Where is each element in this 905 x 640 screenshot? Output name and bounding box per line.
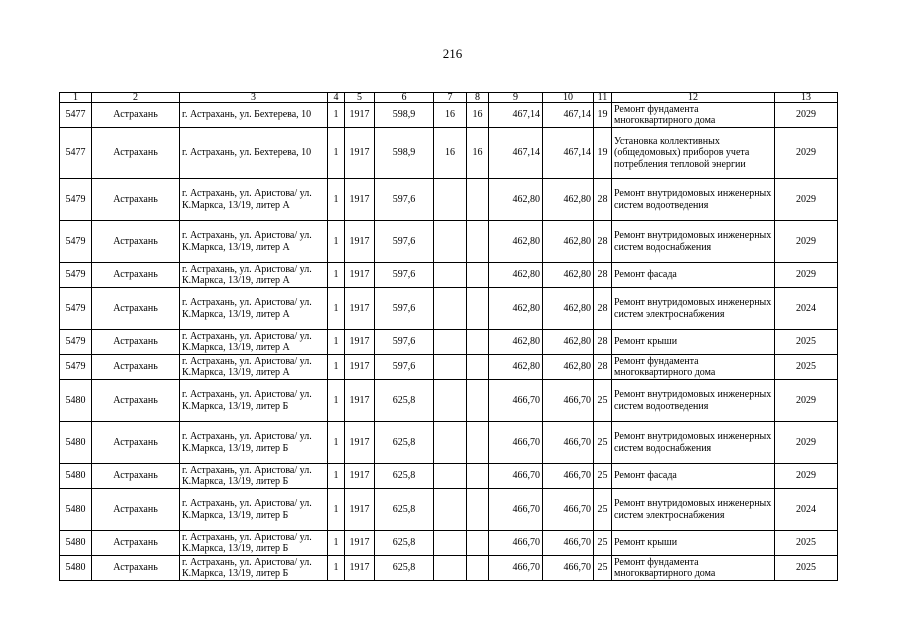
value-cell bbox=[467, 464, 489, 489]
year-cell: 1917 bbox=[345, 464, 375, 489]
cost-cell: 467,14 bbox=[489, 103, 543, 128]
table-row bbox=[60, 103, 838, 128]
value-cell bbox=[467, 179, 489, 221]
cost-cell: 462,80 bbox=[543, 288, 594, 330]
value-cell: 25 bbox=[594, 422, 612, 464]
cost-cell: 466,70 bbox=[543, 489, 594, 531]
city-cell: Астрахань bbox=[92, 355, 180, 380]
cost-cell: 462,80 bbox=[543, 263, 594, 288]
column-header: 11 bbox=[594, 93, 612, 103]
work-type-cell: Ремонт внутридомовых инженерных систем водоснабжения bbox=[612, 221, 775, 263]
city-cell: Астрахань bbox=[92, 288, 180, 330]
value-cell bbox=[434, 380, 467, 422]
area-cell: 597,6 bbox=[375, 330, 434, 355]
area-cell: 625,8 bbox=[375, 556, 434, 581]
value-cell: 16 bbox=[467, 103, 489, 128]
cost-cell: 466,70 bbox=[489, 531, 543, 556]
value-cell bbox=[467, 556, 489, 581]
year-cell: 1917 bbox=[345, 330, 375, 355]
page-number: 216 bbox=[442, 46, 463, 61]
cost-cell: 467,14 bbox=[489, 128, 543, 179]
address-cell: г. Астрахань, ул. Бехтерева, 10 bbox=[180, 103, 328, 128]
work-type-cell: Ремонт фундамента многоквартирного дома bbox=[612, 556, 775, 581]
value-cell bbox=[467, 355, 489, 380]
area-cell: 598,9 bbox=[375, 128, 434, 179]
city-cell: Астрахань bbox=[92, 179, 180, 221]
value-cell: 19 bbox=[594, 128, 612, 179]
plan-year-cell: 2029 bbox=[775, 263, 838, 288]
table-row bbox=[60, 531, 838, 556]
value-cell: 28 bbox=[594, 263, 612, 288]
plan-year-cell: 2029 bbox=[775, 422, 838, 464]
cost-cell: 467,14 bbox=[543, 128, 594, 179]
count-cell: 1 bbox=[328, 464, 345, 489]
city-cell: Астрахань bbox=[92, 464, 180, 489]
record-number-cell: 5480 bbox=[60, 556, 92, 581]
address-cell: г. Астрахань, ул. Аристова/ ул. К.Маркса, 13/19, литер А bbox=[180, 221, 328, 263]
cost-cell: 462,80 bbox=[543, 179, 594, 221]
city-cell: Астрахань bbox=[92, 128, 180, 179]
plan-year-cell: 2025 bbox=[775, 556, 838, 581]
plan-year-cell: 2025 bbox=[775, 355, 838, 380]
area-cell: 597,6 bbox=[375, 179, 434, 221]
count-cell: 1 bbox=[328, 422, 345, 464]
plan-year-cell: 2029 bbox=[775, 179, 838, 221]
value-cell bbox=[467, 531, 489, 556]
value-cell: 19 bbox=[594, 103, 612, 128]
record-number-cell: 5479 bbox=[60, 179, 92, 221]
year-cell: 1917 bbox=[345, 489, 375, 531]
count-cell: 1 bbox=[328, 489, 345, 531]
record-number-cell: 5479 bbox=[60, 330, 92, 355]
value-cell: 28 bbox=[594, 330, 612, 355]
value-cell: 25 bbox=[594, 464, 612, 489]
city-cell: Астрахань bbox=[92, 489, 180, 531]
count-cell: 1 bbox=[328, 103, 345, 128]
value-cell: 28 bbox=[594, 221, 612, 263]
value-cell bbox=[434, 422, 467, 464]
address-cell: г. Астрахань, ул. Аристова/ ул. К.Маркса, 13/19, литер А bbox=[180, 263, 328, 288]
column-header: 10 bbox=[543, 93, 594, 103]
value-cell: 28 bbox=[594, 355, 612, 380]
work-type-cell: Ремонт крыши bbox=[612, 531, 775, 556]
cost-cell: 466,70 bbox=[543, 464, 594, 489]
area-cell: 625,8 bbox=[375, 422, 434, 464]
city-cell: Астрахань bbox=[92, 263, 180, 288]
area-cell: 625,8 bbox=[375, 380, 434, 422]
value-cell: 28 bbox=[594, 179, 612, 221]
value-cell bbox=[434, 489, 467, 531]
column-header: 7 bbox=[434, 93, 467, 103]
cost-cell: 466,70 bbox=[489, 489, 543, 531]
column-header: 12 bbox=[612, 93, 775, 103]
address-cell: г. Астрахань, ул. Аристова/ ул. К.Маркса, 13/19, литер Б bbox=[180, 422, 328, 464]
work-type-cell: Ремонт фундамента многоквартирного дома bbox=[612, 103, 775, 128]
value-cell bbox=[434, 179, 467, 221]
table-row bbox=[60, 263, 838, 288]
value-cell bbox=[467, 422, 489, 464]
address-cell: г. Астрахань, ул. Аристова/ ул. К.Маркса, 13/19, литер Б bbox=[180, 556, 328, 581]
record-number-cell: 5480 bbox=[60, 422, 92, 464]
table-row bbox=[60, 489, 838, 531]
table-row bbox=[60, 221, 838, 263]
value-cell: 16 bbox=[467, 128, 489, 179]
cost-cell: 466,70 bbox=[489, 380, 543, 422]
value-cell bbox=[467, 221, 489, 263]
value-cell: 25 bbox=[594, 556, 612, 581]
year-cell: 1917 bbox=[345, 380, 375, 422]
count-cell: 1 bbox=[328, 380, 345, 422]
work-type-cell: Ремонт крыши bbox=[612, 330, 775, 355]
address-cell: г. Астрахань, ул. Аристова/ ул. К.Маркса, 13/19, литер А bbox=[180, 288, 328, 330]
cost-cell: 462,80 bbox=[543, 221, 594, 263]
city-cell: Астрахань bbox=[92, 422, 180, 464]
value-cell: 16 bbox=[434, 128, 467, 179]
column-header: 9 bbox=[489, 93, 543, 103]
plan-year-cell: 2025 bbox=[775, 531, 838, 556]
work-type-cell: Ремонт внутридомовых инженерных систем электроснабжения bbox=[612, 489, 775, 531]
city-cell: Астрахань bbox=[92, 221, 180, 263]
work-type-cell: Установка коллективных (общедомовых) приборов учета потребления тепловой энергии bbox=[612, 128, 775, 179]
area-cell: 597,6 bbox=[375, 263, 434, 288]
cost-cell: 462,80 bbox=[543, 330, 594, 355]
address-cell: г. Астрахань, ул. Аристова/ ул. К.Маркса, 13/19, литер А bbox=[180, 330, 328, 355]
value-cell bbox=[467, 489, 489, 531]
work-type-cell: Ремонт внутридомовых инженерных систем водоотведения bbox=[612, 179, 775, 221]
value-cell bbox=[467, 380, 489, 422]
value-cell: 25 bbox=[594, 489, 612, 531]
record-number-cell: 5479 bbox=[60, 221, 92, 263]
value-cell: 25 bbox=[594, 380, 612, 422]
area-cell: 625,8 bbox=[375, 464, 434, 489]
plan-year-cell: 2029 bbox=[775, 464, 838, 489]
value-cell bbox=[467, 288, 489, 330]
cost-cell: 466,70 bbox=[543, 531, 594, 556]
table-row bbox=[60, 128, 838, 179]
table-row bbox=[60, 288, 838, 330]
cost-cell: 462,80 bbox=[489, 288, 543, 330]
year-cell: 1917 bbox=[345, 128, 375, 179]
record-number-cell: 5480 bbox=[60, 464, 92, 489]
value-cell bbox=[434, 221, 467, 263]
column-header: 8 bbox=[467, 93, 489, 103]
cost-cell: 466,70 bbox=[543, 556, 594, 581]
cost-cell: 462,80 bbox=[543, 355, 594, 380]
city-cell: Астрахань bbox=[92, 330, 180, 355]
area-cell: 625,8 bbox=[375, 489, 434, 531]
year-cell: 1917 bbox=[345, 531, 375, 556]
address-cell: г. Астрахань, ул. Бехтерева, 10 bbox=[180, 128, 328, 179]
cost-cell: 467,14 bbox=[543, 103, 594, 128]
cost-cell: 466,70 bbox=[489, 556, 543, 581]
plan-year-cell: 2024 bbox=[775, 288, 838, 330]
value-cell: 25 bbox=[594, 531, 612, 556]
count-cell: 1 bbox=[328, 288, 345, 330]
address-cell: г. Астрахань, ул. Аристова/ ул. К.Маркса, 13/19, литер Б bbox=[180, 464, 328, 489]
count-cell: 1 bbox=[328, 263, 345, 288]
year-cell: 1917 bbox=[345, 263, 375, 288]
value-cell bbox=[467, 330, 489, 355]
year-cell: 1917 bbox=[345, 422, 375, 464]
value-cell bbox=[434, 330, 467, 355]
city-cell: Астрахань bbox=[92, 531, 180, 556]
cost-cell: 462,80 bbox=[489, 355, 543, 380]
year-cell: 1917 bbox=[345, 221, 375, 263]
record-number-cell: 5479 bbox=[60, 288, 92, 330]
table-row bbox=[60, 380, 838, 422]
column-header: 1 bbox=[60, 93, 92, 103]
table-row bbox=[60, 179, 838, 221]
cost-cell: 462,80 bbox=[489, 330, 543, 355]
value-cell bbox=[434, 355, 467, 380]
table-row bbox=[60, 556, 838, 581]
count-cell: 1 bbox=[328, 221, 345, 263]
value-cell bbox=[434, 531, 467, 556]
column-header: 6 bbox=[375, 93, 434, 103]
table-row bbox=[60, 355, 838, 380]
address-cell: г. Астрахань, ул. Аристова/ ул. К.Маркса, 13/19, литер А bbox=[180, 179, 328, 221]
record-number-cell: 5479 bbox=[60, 355, 92, 380]
cost-cell: 462,80 bbox=[489, 221, 543, 263]
record-number-cell: 5479 bbox=[60, 263, 92, 288]
cost-cell: 466,70 bbox=[543, 422, 594, 464]
plan-year-cell: 2025 bbox=[775, 330, 838, 355]
year-cell: 1917 bbox=[345, 288, 375, 330]
record-number-cell: 5480 bbox=[60, 531, 92, 556]
cost-cell: 462,80 bbox=[489, 263, 543, 288]
count-cell: 1 bbox=[328, 128, 345, 179]
year-cell: 1917 bbox=[345, 556, 375, 581]
area-cell: 597,6 bbox=[375, 288, 434, 330]
column-header: 4 bbox=[328, 93, 345, 103]
plan-year-cell: 2029 bbox=[775, 221, 838, 263]
plan-year-cell: 2029 bbox=[775, 128, 838, 179]
value-cell bbox=[434, 288, 467, 330]
value-cell bbox=[434, 556, 467, 581]
value-cell bbox=[467, 263, 489, 288]
area-cell: 597,6 bbox=[375, 221, 434, 263]
value-cell bbox=[434, 263, 467, 288]
city-cell: Астрахань bbox=[92, 556, 180, 581]
plan-year-cell: 2029 bbox=[775, 380, 838, 422]
address-cell: г. Астрахань, ул. Аристова/ ул. К.Маркса, 13/19, литер Б bbox=[180, 489, 328, 531]
area-cell: 598,9 bbox=[375, 103, 434, 128]
plan-year-cell: 2024 bbox=[775, 489, 838, 531]
value-cell: 28 bbox=[594, 288, 612, 330]
work-type-cell: Ремонт фундамента многоквартирного дома bbox=[612, 355, 775, 380]
value-cell: 16 bbox=[434, 103, 467, 128]
header-row bbox=[60, 93, 838, 103]
work-type-cell: Ремонт фасада bbox=[612, 263, 775, 288]
city-cell: Астрахань bbox=[92, 103, 180, 128]
work-type-cell: Ремонт внутридомовых инженерных систем водоотведения bbox=[612, 380, 775, 422]
work-type-cell: Ремонт внутридомовых инженерных систем электроснабжения bbox=[612, 288, 775, 330]
address-cell: г. Астрахань, ул. Аристова/ ул. К.Маркса, 13/19, литер Б bbox=[180, 380, 328, 422]
area-cell: 625,8 bbox=[375, 531, 434, 556]
record-number-cell: 5477 bbox=[60, 103, 92, 128]
table-row bbox=[60, 422, 838, 464]
work-type-cell: Ремонт внутридомовых инженерных систем водоснабжения bbox=[612, 422, 775, 464]
cost-cell: 466,70 bbox=[543, 380, 594, 422]
count-cell: 1 bbox=[328, 179, 345, 221]
area-cell: 597,6 bbox=[375, 355, 434, 380]
count-cell: 1 bbox=[328, 556, 345, 581]
value-cell bbox=[434, 464, 467, 489]
column-header: 13 bbox=[775, 93, 838, 103]
registry-table bbox=[59, 92, 838, 581]
table-row bbox=[60, 464, 838, 489]
year-cell: 1917 bbox=[345, 179, 375, 221]
record-number-cell: 5477 bbox=[60, 128, 92, 179]
count-cell: 1 bbox=[328, 330, 345, 355]
column-header: 5 bbox=[345, 93, 375, 103]
year-cell: 1917 bbox=[345, 103, 375, 128]
work-type-cell: Ремонт фасада bbox=[612, 464, 775, 489]
city-cell: Астрахань bbox=[92, 380, 180, 422]
record-number-cell: 5480 bbox=[60, 380, 92, 422]
plan-year-cell: 2029 bbox=[775, 103, 838, 128]
table-row bbox=[60, 330, 838, 355]
record-number-cell: 5480 bbox=[60, 489, 92, 531]
cost-cell: 466,70 bbox=[489, 464, 543, 489]
column-header: 2 bbox=[92, 93, 180, 103]
address-cell: г. Астрахань, ул. Аристова/ ул. К.Маркса, 13/19, литер Б bbox=[180, 531, 328, 556]
cost-cell: 462,80 bbox=[489, 179, 543, 221]
column-header: 3 bbox=[180, 93, 328, 103]
address-cell: г. Астрахань, ул. Аристова/ ул. К.Маркса, 13/19, литер А bbox=[180, 355, 328, 380]
count-cell: 1 bbox=[328, 355, 345, 380]
year-cell: 1917 bbox=[345, 355, 375, 380]
count-cell: 1 bbox=[328, 531, 345, 556]
cost-cell: 466,70 bbox=[489, 422, 543, 464]
